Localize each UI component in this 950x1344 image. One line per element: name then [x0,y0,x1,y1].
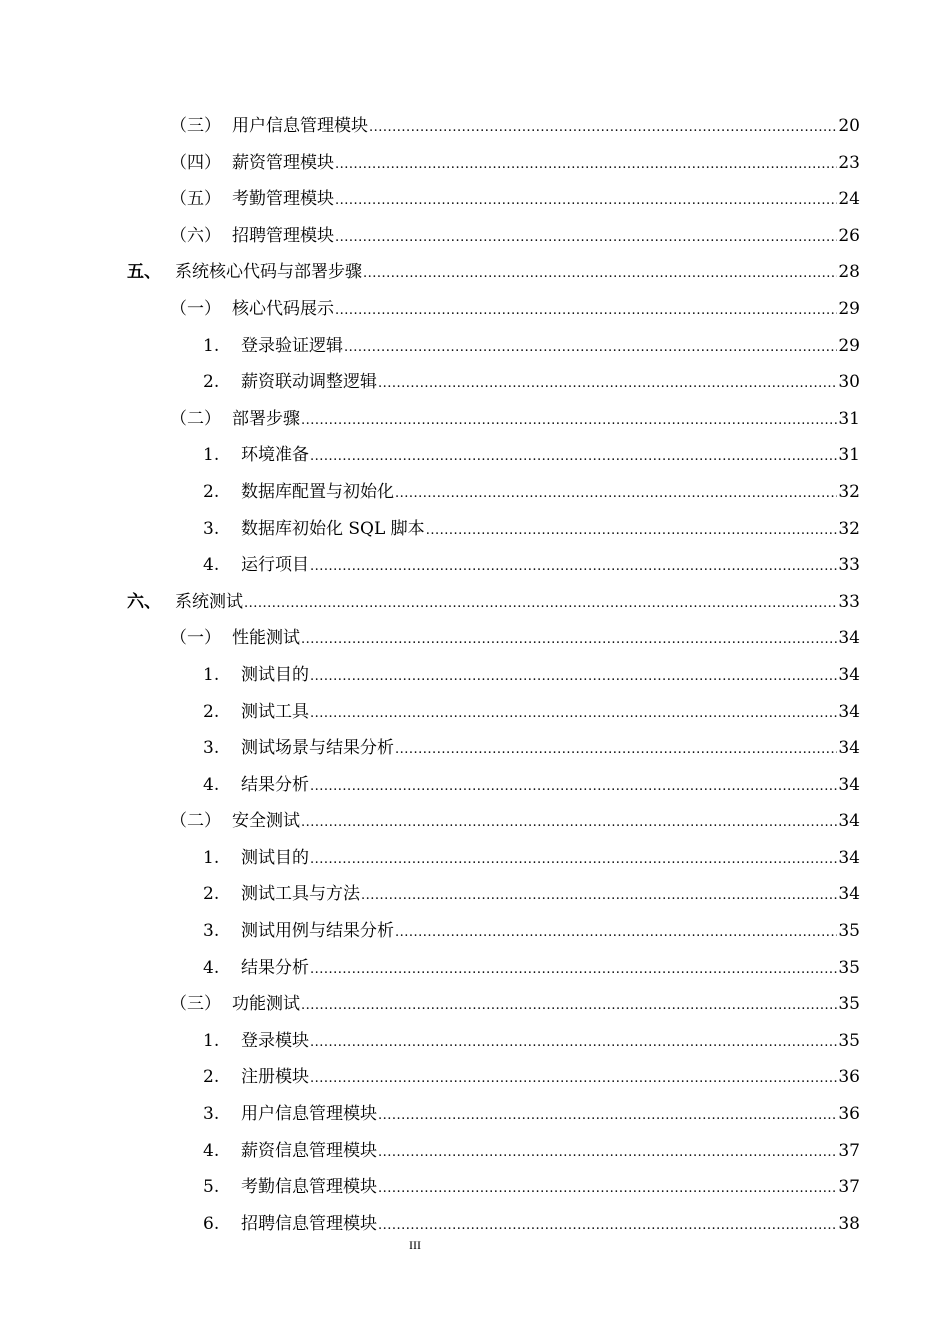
toc-entry-number: （五） [170,189,221,210]
toc-dot-leader [301,988,837,1025]
toc-entry-title: 测试场景与结果分析 [241,738,394,759]
toc-dot-leader [310,696,837,733]
toc-entry-title: 数据库初始化 SQL 脚本 [241,518,425,539]
toc-entry-page-number: 32 [838,518,860,539]
toc-entry-title: 系统核心代码与部署步骤 [175,262,362,283]
toc-entry[interactable] [0,1169,950,1206]
toc-dot-leader [335,293,837,330]
toc-entry[interactable] [0,694,950,731]
toc-entry-line [203,547,860,586]
toc-entry-page-number: 34 [838,664,860,685]
toc-entry-page-number: 36 [838,1104,860,1125]
toc-entry-title: 考勤信息管理模块 [241,1177,377,1198]
page-number-footer: III [409,1238,421,1252]
toc-entry-page-number: 29 [838,335,860,356]
table-of-contents [0,108,950,1242]
toc-entry[interactable] [0,803,950,840]
toc-entry[interactable] [0,254,950,291]
toc-entry-number: 5. [203,1177,220,1198]
toc-dot-leader [310,842,837,879]
toc-entry-title: 考勤管理模块 [232,189,334,210]
toc-dot-leader [310,549,837,586]
toc-entry-number: 1. [203,664,220,685]
toc-entry-line [127,254,860,293]
toc-entry-title: 测试工具 [241,701,309,722]
toc-entry-title: 运行项目 [241,555,309,576]
toc-entry-page-number: 32 [838,481,860,502]
toc-entry-page-number: 35 [838,994,860,1015]
toc-dot-leader [301,622,837,659]
toc-entry[interactable] [0,108,950,145]
toc-dot-leader [378,366,837,403]
toc-entry-title: 结果分析 [241,957,309,978]
toc-entry-line [203,437,860,476]
toc-entry-title: 核心代码展示 [232,298,334,319]
toc-entry[interactable] [0,547,950,584]
toc-entry[interactable] [0,328,950,365]
toc-entry-page-number: 34 [838,847,860,868]
toc-dot-leader [244,586,837,623]
toc-entry-line [203,328,860,367]
toc-entry-page-number: 34 [838,738,860,759]
toc-entry-page-number: 33 [838,591,860,612]
toc-entry-page-number: 35 [838,921,860,942]
toc-entry[interactable] [0,767,950,804]
toc-entry-page-number: 37 [838,1177,860,1198]
toc-entry-page-number: 24 [838,189,860,210]
toc-dot-leader [363,256,837,293]
toc-entry-number: 1. [203,335,220,356]
toc-entry[interactable] [0,913,950,950]
toc-entry-number: 3. [203,738,220,759]
toc-entry[interactable] [0,511,950,548]
toc-entry-number: （六） [170,225,221,246]
toc-entry-page-number: 37 [838,1140,860,1161]
toc-entry-page-number: 31 [838,408,860,429]
toc-entry-title: 环境准备 [241,445,309,466]
toc-entry-line [203,694,860,733]
toc-entry[interactable] [0,986,950,1023]
toc-entry-page-number: 29 [838,298,860,319]
toc-entry-line [203,840,860,879]
toc-entry-number: （三） [170,994,221,1015]
toc-entry-line [203,730,860,769]
toc-entry-number: （一） [170,628,221,649]
toc-dot-leader [426,513,838,550]
toc-entry-number: 2. [203,884,220,905]
toc-entry[interactable] [0,876,950,913]
toc-entry-page-number: 28 [838,262,860,283]
toc-entry-page-number: 31 [838,445,860,466]
toc-entry[interactable] [0,145,950,182]
toc-dot-leader [301,403,837,440]
toc-entry[interactable] [0,730,950,767]
toc-entry-line [203,474,860,513]
toc-entry[interactable] [0,437,950,474]
toc-entry[interactable] [0,620,950,657]
toc-entry-page-number: 33 [838,555,860,576]
toc-entry-page-number: 35 [838,957,860,978]
toc-entry-line [203,767,860,806]
toc-entry-number: 五、 [127,262,161,283]
toc-entry-line [203,1059,860,1098]
toc-entry-number: 2. [203,481,220,502]
toc-entry[interactable] [0,1059,950,1096]
toc-dot-leader [378,1135,837,1172]
toc-entry-title: 登录模块 [241,1030,309,1051]
toc-entry-number: 4. [203,1140,220,1161]
toc-entry-line [170,620,860,659]
toc-dot-leader [310,1025,837,1062]
toc-entry-number: 1. [203,445,220,466]
toc-entry[interactable] [0,1206,950,1243]
toc-entry-title: 招聘管理模块 [232,225,334,246]
toc-entry-page-number: 26 [838,225,860,246]
toc-entry-number: 六、 [127,591,161,612]
toc-entry-line [203,913,860,952]
toc-dot-leader [310,439,837,476]
toc-entry-line [170,145,860,184]
toc-entry[interactable] [0,657,950,694]
toc-dot-leader [395,732,837,769]
toc-entry-line [170,401,860,440]
toc-dot-leader [335,147,837,184]
toc-dot-leader [310,952,837,989]
toc-entry-number: （三） [170,116,221,136]
toc-entry-page-number: 35 [838,1030,860,1051]
toc-entry-number: （四） [170,152,221,173]
toc-entry-line [203,657,860,696]
toc-entry-number: 2. [203,1067,220,1088]
toc-entry-page-number: 20 [838,116,860,136]
toc-dot-leader [310,769,837,806]
toc-dot-leader [310,1061,837,1098]
toc-entry-title: 系统测试 [175,591,243,612]
toc-entry-line [170,181,860,220]
toc-entry[interactable] [0,474,950,511]
toc-entry-page-number: 34 [838,628,860,649]
toc-entry-title: 招聘信息管理模块 [241,1213,377,1234]
toc-entry-title: 部署步骤 [232,408,300,429]
toc-entry-line [203,1169,860,1208]
toc-entry-number: 3. [203,518,220,539]
toc-entry-line [127,584,860,623]
toc-entry[interactable] [0,950,950,987]
toc-dot-leader [378,1098,837,1135]
toc-entry-title: 测试工具与方法 [241,884,360,905]
toc-entry-page-number: 23 [838,152,860,173]
toc-entry-number: 6. [203,1213,220,1234]
toc-dot-leader [378,1171,837,1208]
toc-entry-line [203,511,860,550]
toc-entry-number: 1. [203,847,220,868]
toc-entry-number: （二） [170,408,221,429]
toc-entry-number: 3. [203,1104,220,1125]
toc-entry-title: 数据库配置与初始化 [241,481,394,502]
toc-entry-title: 安全测试 [232,811,300,832]
toc-entry[interactable] [0,584,950,621]
toc-entry-title: 性能测试 [232,628,300,649]
toc-entry-title: 测试用例与结果分析 [241,921,394,942]
toc-entry-number: （二） [170,811,221,832]
toc-entry-line [203,1096,860,1135]
toc-entry-number: 1. [203,1030,220,1051]
toc-entry-title: 功能测试 [232,994,300,1015]
toc-entry[interactable] [0,1023,950,1060]
toc-entry-number: 3. [203,921,220,942]
toc-dot-leader [344,330,837,367]
toc-dot-leader [335,183,837,220]
toc-entry-line [203,1133,860,1172]
toc-entry[interactable] [0,840,950,877]
toc-dot-leader [301,805,837,842]
toc-dot-leader [395,915,837,952]
toc-entry-number: 4. [203,957,220,978]
toc-entry-number: （一） [170,298,221,319]
toc-entry[interactable] [0,181,950,218]
toc-dot-leader [369,110,837,147]
toc-entry-line [170,803,860,842]
toc-dot-leader [335,220,837,257]
toc-dot-leader [395,476,837,513]
toc-entry[interactable] [0,218,950,255]
toc-entry-line [203,1023,860,1062]
toc-entry-page-number: 36 [838,1067,860,1088]
toc-entry-line [170,218,860,257]
toc-entry-number: 4. [203,774,220,795]
toc-entry-line [170,108,860,147]
toc-entry-page-number: 34 [838,774,860,795]
toc-entry[interactable] [0,1133,950,1170]
toc-entry-title: 薪资管理模块 [232,152,334,173]
toc-entry-number: 2. [203,372,220,393]
toc-entry-page-number: 30 [838,372,860,393]
toc-entry[interactable] [0,1096,950,1133]
toc-entry-page-number: 34 [838,701,860,722]
toc-entry-title: 薪资联动调整逻辑 [241,372,377,393]
toc-dot-leader [310,659,837,696]
toc-entry-number: 4. [203,555,220,576]
toc-entry-line [203,364,860,403]
toc-entry-title: 薪资信息管理模块 [241,1140,377,1161]
toc-entry-line [170,986,860,1025]
toc-entry-title: 用户信息管理模块 [241,1104,377,1125]
toc-entry-line [203,950,860,989]
toc-dot-leader [361,878,837,915]
toc-entry-title: 结果分析 [241,774,309,795]
toc-entry-title: 测试目的 [241,847,309,868]
toc-entry[interactable] [0,291,950,328]
toc-entry-line [170,291,860,330]
toc-entry-page-number: 38 [838,1213,860,1234]
toc-entry-page-number: 34 [838,811,860,832]
toc-entry-page-number: 34 [838,884,860,905]
toc-entry-title: 测试目的 [241,664,309,685]
toc-entry-title: 登录验证逻辑 [241,335,343,356]
toc-entry[interactable] [0,401,950,438]
toc-entry-line [203,876,860,915]
toc-entry-title: 注册模块 [241,1067,309,1088]
toc-entry-number: 2. [203,701,220,722]
toc-entry[interactable] [0,364,950,401]
toc-entry-title: 用户信息管理模块 [232,116,368,136]
